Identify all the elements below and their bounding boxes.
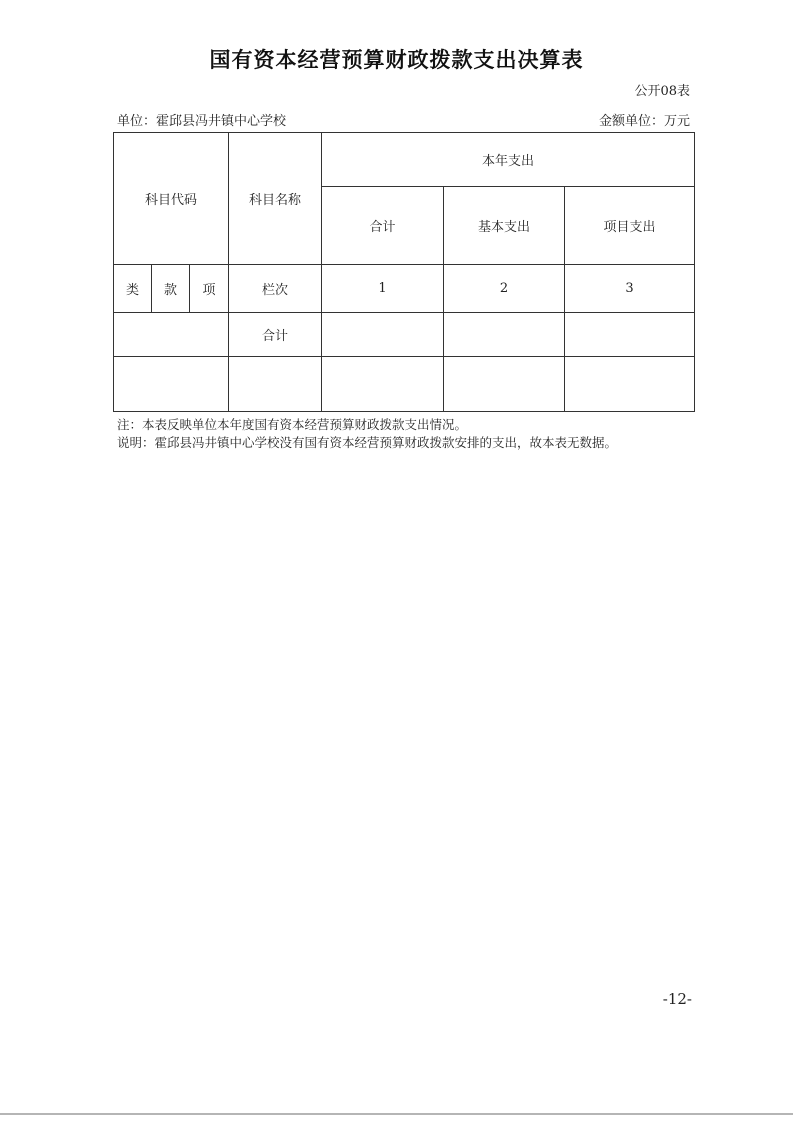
header-total: 合计 bbox=[322, 187, 444, 265]
table-total-row bbox=[114, 313, 695, 357]
header-item: 项 bbox=[190, 265, 229, 313]
unit-label: 单位：霍邱县冯井镇中心学校 bbox=[117, 114, 287, 129]
column-index-3: 3 bbox=[565, 265, 695, 313]
empty-row-project-cell bbox=[565, 357, 695, 412]
column-index-1: 1 bbox=[322, 265, 444, 313]
table-header-row-1 bbox=[114, 133, 695, 187]
total-row-basic-cell bbox=[444, 313, 565, 357]
header-current-year-expenditure: 本年支出 bbox=[322, 133, 695, 187]
header-column-no: 栏次 bbox=[229, 265, 322, 313]
header-subject-code: 科目代码 bbox=[114, 133, 229, 265]
page-number: -12- bbox=[662, 990, 692, 1008]
empty-row-code-cell bbox=[114, 357, 229, 412]
total-row-project-cell bbox=[565, 313, 695, 357]
header-project-expenditure: 项目支出 bbox=[565, 187, 695, 265]
bottom-divider bbox=[0, 1113, 793, 1115]
total-row-label: 合计 bbox=[229, 313, 322, 357]
header-basic-expenditure: 基本支出 bbox=[444, 187, 565, 265]
notes-block bbox=[117, 416, 617, 452]
expenditure-table bbox=[113, 132, 695, 412]
amount-unit-label: 金额单位：万元 bbox=[598, 114, 690, 129]
table-index-row bbox=[114, 265, 695, 313]
total-row-total-cell bbox=[322, 313, 444, 357]
table-empty-row bbox=[114, 357, 695, 412]
total-row-code-cell bbox=[114, 313, 229, 357]
form-number: 公开08表 bbox=[634, 84, 690, 99]
table-note: 注：本表反映单位本年度国有资本经营预算财政拨款支出情况。 bbox=[117, 417, 468, 432]
page-title: 国有资本经营预算财政拨款支出决算表 bbox=[209, 48, 584, 72]
empty-row-name-cell bbox=[229, 357, 322, 412]
column-index-2: 2 bbox=[444, 265, 565, 313]
table-explanation: 说明：霍邱县冯井镇中心学校没有国有资本经营预算财政拨款安排的支出，故本表无数据。 bbox=[117, 435, 618, 450]
header-subject-name: 科目名称 bbox=[229, 133, 322, 265]
header-section: 款 bbox=[152, 265, 190, 313]
empty-row-total-cell bbox=[322, 357, 444, 412]
header-category: 类 bbox=[114, 265, 152, 313]
empty-row-basic-cell bbox=[444, 357, 565, 412]
